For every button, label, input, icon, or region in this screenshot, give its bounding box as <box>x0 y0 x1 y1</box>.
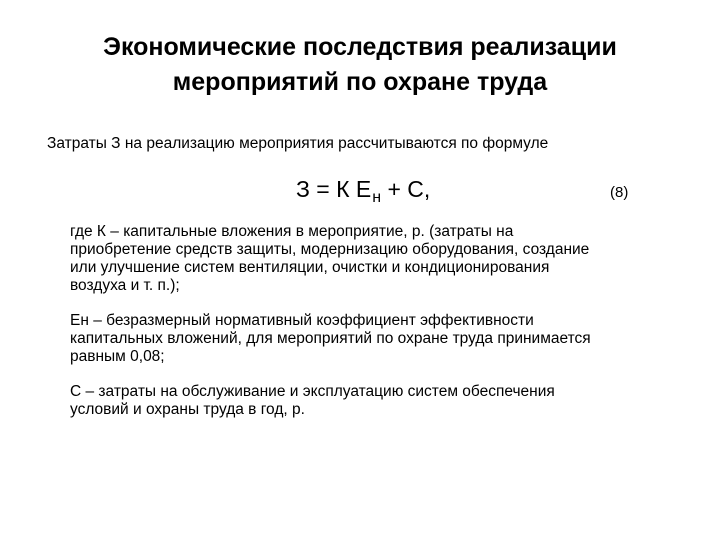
definition-line: условий и охраны труда в год, р. <box>70 401 305 418</box>
formula-tail: + С, <box>381 176 431 202</box>
definition-operating-costs <box>70 383 690 419</box>
definition-line: равным 0,08; <box>70 348 165 365</box>
definition-line: капитальных вложений, для мероприятий по охране труда принимается <box>70 330 591 347</box>
formula-number: (8) <box>610 184 629 201</box>
slide-title-line-1: Экономические последствия реализации <box>103 33 617 61</box>
definition-line: воздуха и т. п.); <box>70 277 180 294</box>
definition-line: где К – капитальные вложения в мероприятие, р. (затраты на <box>70 223 514 240</box>
definition-line: Ен – безразмерный нормативный коэффициент эффективности <box>70 312 534 329</box>
definition-efficiency-coefficient <box>70 312 690 366</box>
slide-title-line-2: мероприятий по охране труда <box>172 68 548 96</box>
definition-line: или улучшение систем вентиляции, очистки и кондиционирования <box>70 259 550 276</box>
formula <box>296 174 430 208</box>
formula-subscript: н <box>372 189 382 206</box>
formula-main: З = К Е <box>296 176 372 202</box>
definition-line: приобретение средств защиты, модернизацию оборудования, создание <box>70 241 590 258</box>
definition-capital-investment <box>70 223 690 295</box>
definition-line: С – затраты на обслуживание и эксплуатацию систем обеспечения <box>70 383 555 400</box>
slide-title <box>40 30 680 100</box>
intro-text: Затраты З на реализацию мероприятия рассчитываются по формуле <box>47 135 549 152</box>
definitions-list <box>70 223 690 436</box>
